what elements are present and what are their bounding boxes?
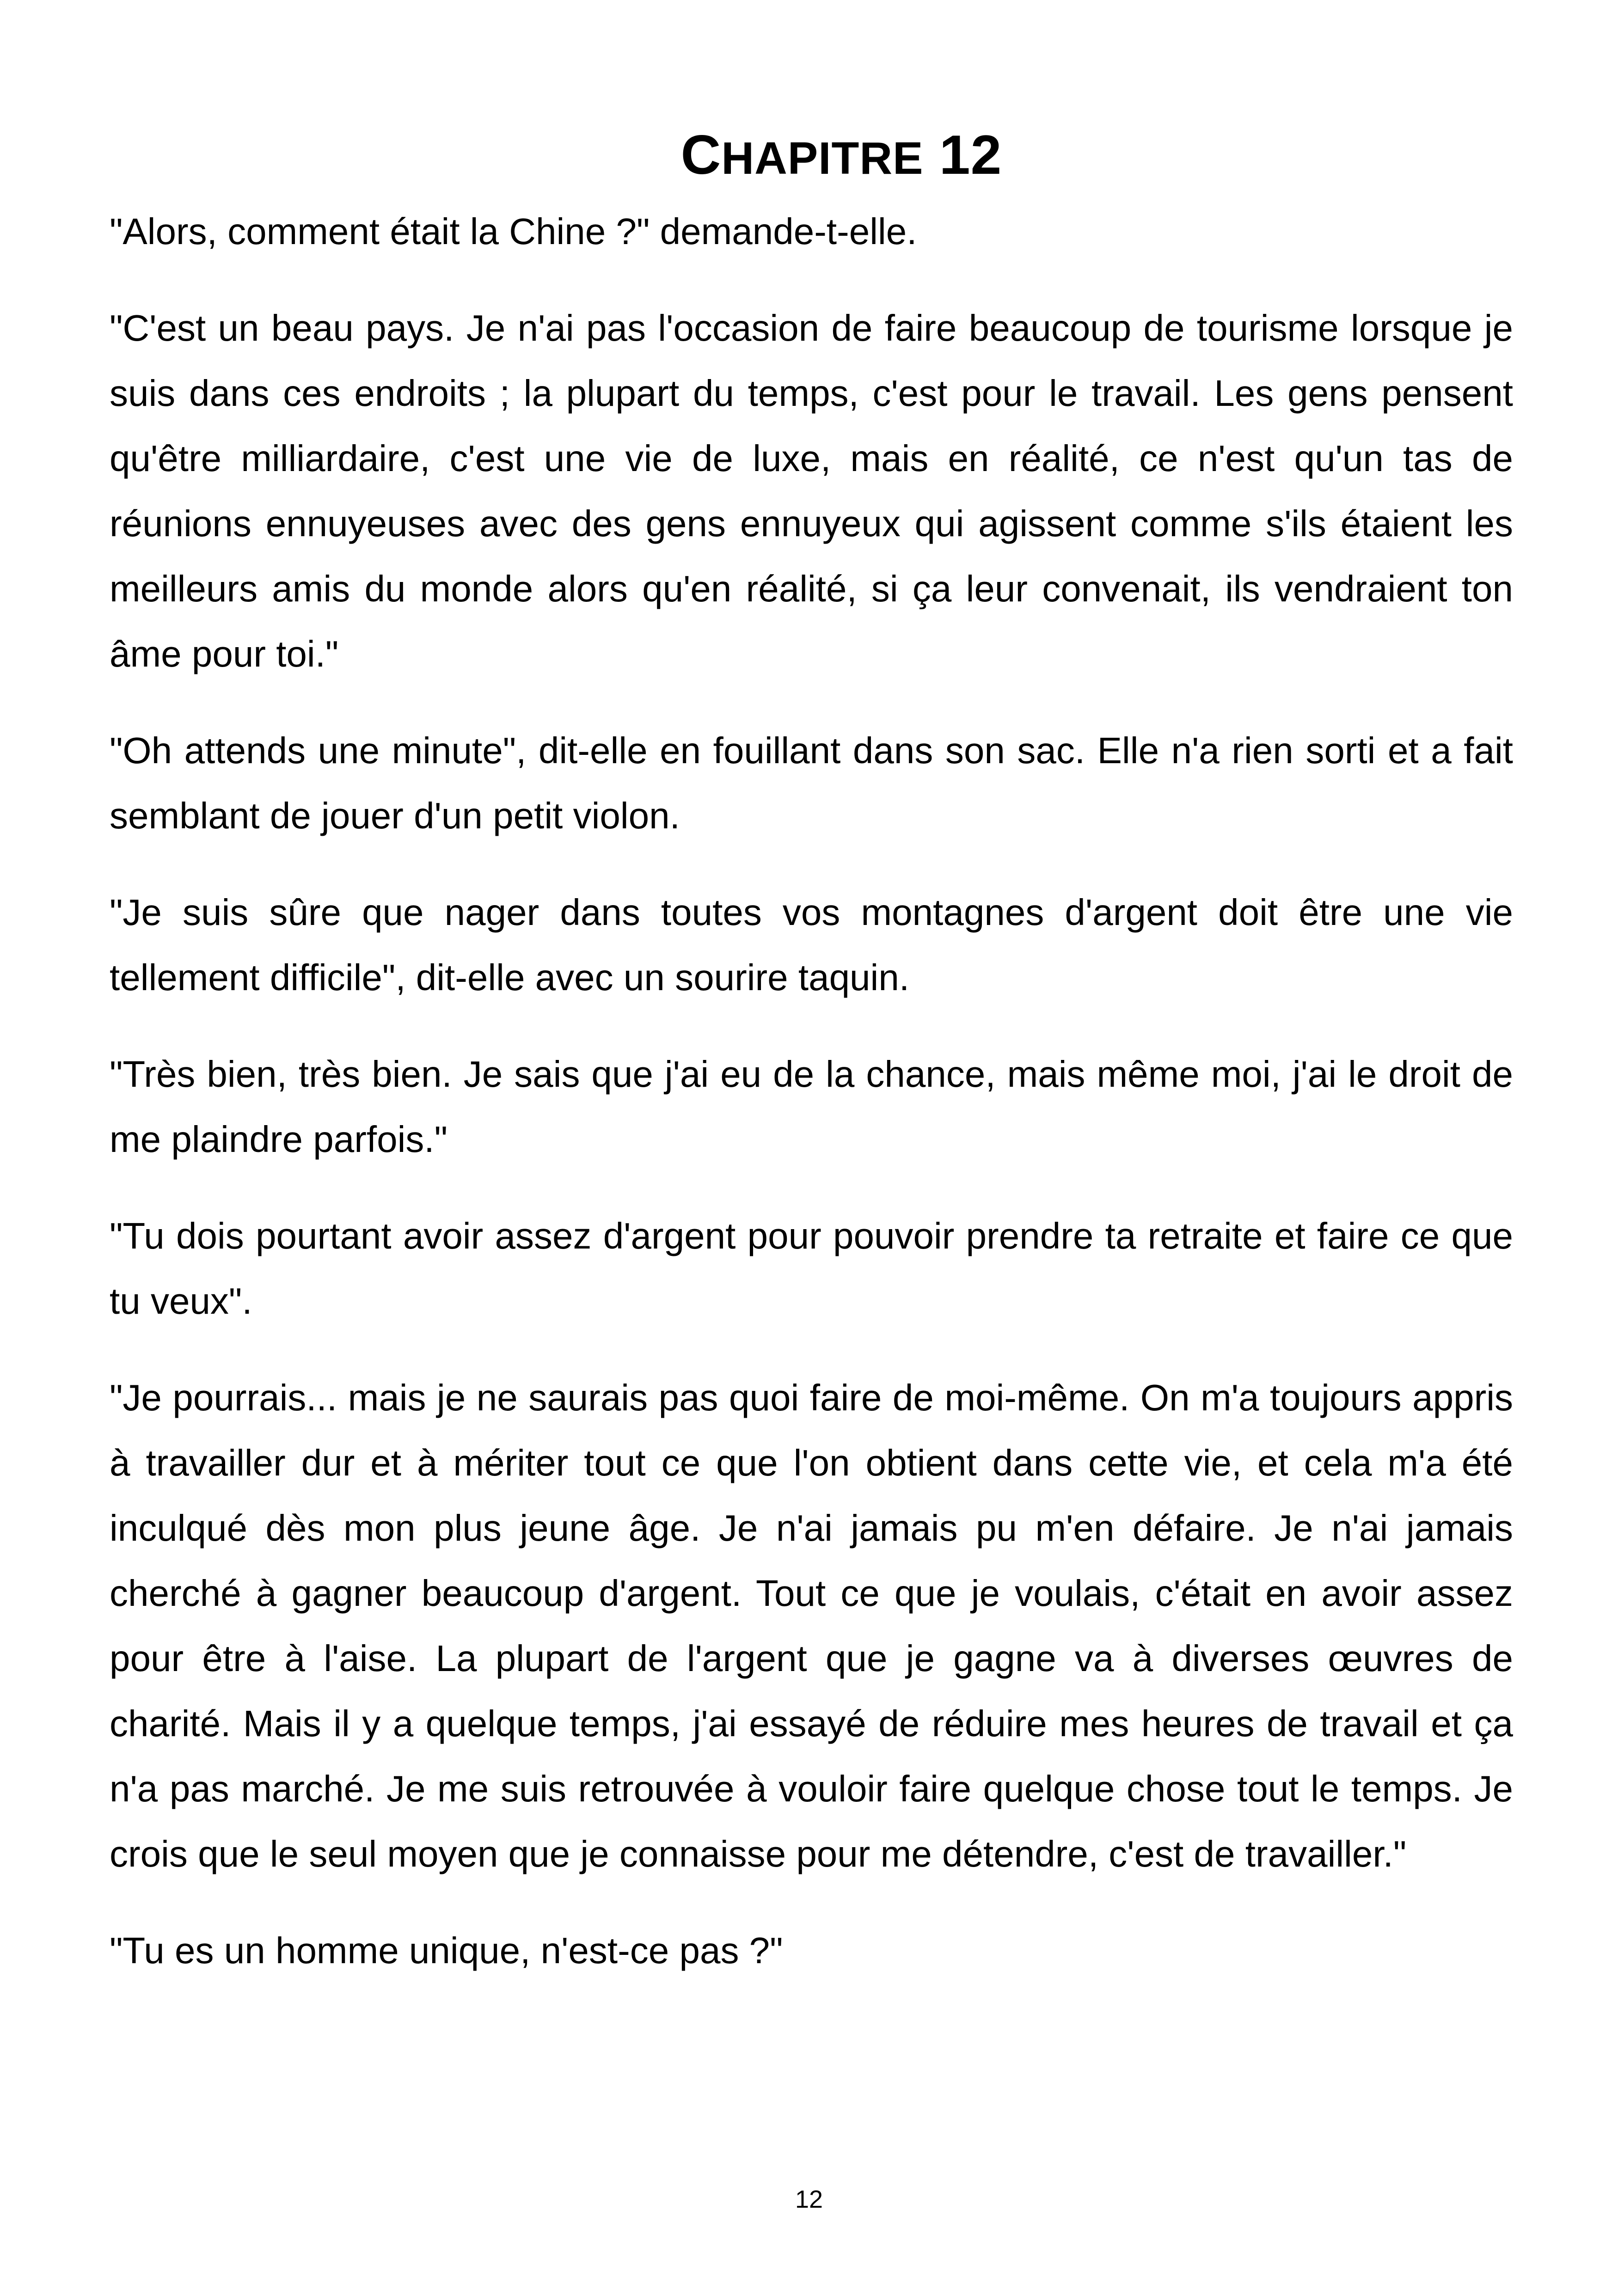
paragraph: "Oh attends une minute", dit-elle en fouillant dans son sac. Elle n'a rien sorti et a fait semblant de jouer d'un petit violon.: [110, 730, 1513, 836]
chapter-title-rest: HAPITRE: [721, 133, 924, 184]
chapter-number: 12: [939, 124, 1002, 186]
paragraph: "Je suis sûre que nager dans toutes vos montagnes d'argent doit être une vie tellement difficile", dit-elle avec un sourire taquin.: [110, 892, 1513, 998]
chapter-title-initial: C: [680, 124, 722, 186]
chapter-title: [0, 122, 1618, 190]
paragraph: "Je pourrais... mais je ne saurais pas quoi faire de moi-même. On m'a toujours appris à travailler dur et à mériter tout ce que l'on obtient dans cette vie, et cela m'a été inculqué dès mon plus jeune âge. Je n'ai jamais pu m'en défaire. Je n'ai jamais cherché à gagner beaucoup d'argent. Tout ce que je voulais, c'était en avoir assez pour être à l'aise. La plupart de l'argent que je gagne va à diverses œuvres de charité. Mais il y a quelque temps, j'ai essayé de réduire mes heures de travail et ça n'a pas marché. Je me suis retrouvée à vouloir faire quelque chose tout le temps. Je crois que le seul moyen que je connaisse pour me détendre, c'est de travailler.": [110, 1377, 1513, 1874]
paragraph: "Très bien, très bien. Je sais que j'ai eu de la chance, mais même moi, j'ai le droit de me plaindre parfois.": [110, 1053, 1513, 1160]
chapter-body: [110, 199, 1513, 2014]
paragraph: "C'est un beau pays. Je n'ai pas l'occasion de faire beaucoup de tourisme lorsque je suis dans ces endroits ; la plupart du temps, c'est pour le travail. Les gens pensent qu'être milliardaire, c'est une vie de luxe, mais en réalité, ce n'est qu'un tas de réunions ennuyeuses avec des gens ennuyeux qui agissent comme s'ils étaient les meilleurs amis du monde alors qu'en réalité, si ça leur convenait, ils vendraient ton âme pour toi.": [110, 307, 1513, 674]
page-number: 12: [795, 2186, 823, 2213]
paragraph: "Tu dois pourtant avoir assez d'argent pour pouvoir prendre ta retraite et faire ce que tu veux".: [110, 1215, 1513, 1322]
paragraph: "Alors, comment était la Chine ?" demande-t-elle.: [110, 211, 917, 252]
paragraph: "Tu es un homme unique, n'est-ce pas ?": [110, 1930, 783, 1971]
